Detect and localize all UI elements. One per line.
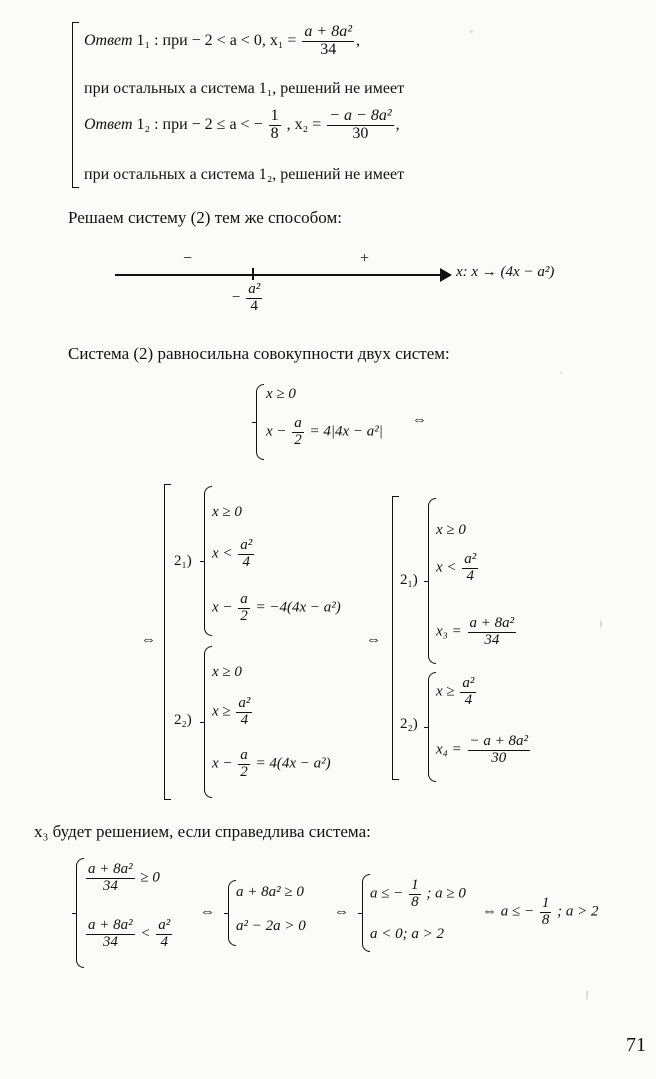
- system-brace: [362, 874, 370, 952]
- equiv-arrow: ⇔: [334, 904, 349, 920]
- fraction: $\frac{1}{8}$: [411, 877, 419, 910]
- system-brace: [204, 486, 212, 636]
- row: x < $\frac{\text{a²}}{4}$: [436, 551, 477, 584]
- fraction: $\frac{\text{a²}}{4}$: [248, 281, 261, 314]
- row: x ≥ $\frac{\text{a²}}{4}$: [436, 675, 475, 708]
- fraction: $\frac{\text{a²}}{4}$: [240, 537, 253, 570]
- answer-label: Ответ: [84, 31, 133, 49]
- right-set-bracket: [392, 496, 399, 780]
- answer-line-2: Ответ 1₂ : при − 2 ≤ a < − $\frac{1}{8}$ , x₂ = $\frac{\text{− a − 8a²}}{30}$ ,: [84, 107, 400, 142]
- left-set-bracket: [164, 484, 171, 800]
- sign-minus: −: [183, 250, 193, 267]
- page-number: 71: [626, 1034, 646, 1056]
- system-label: 2₂): [174, 712, 192, 728]
- number-line: [115, 274, 445, 276]
- solve-text: Решаем систему (2) тем же способом:: [68, 208, 342, 227]
- answer-rest-2: при остальных a система 1₂, решений не имеет: [84, 166, 405, 183]
- equiv-arrow: ⇔: [366, 632, 381, 648]
- scan-speck: [470, 30, 473, 33]
- fraction: $\frac{\text{a²}}{4}$: [462, 675, 475, 708]
- row: x ≥ $\frac{\text{a²}}{4}$: [212, 695, 251, 728]
- fraction: $\frac{\text{a + 8a²}}{34}$: [88, 861, 133, 894]
- fraction: $\frac{\text{a + 8a²}}{34}$: [88, 917, 133, 950]
- row: $\frac{\text{a + 8a²}}{34}$ ≥ 0: [88, 861, 160, 894]
- system-brace: [204, 646, 212, 798]
- fraction: $\frac{1}{8}$: [541, 895, 550, 928]
- equiv-arrow: ⇔: [141, 632, 156, 648]
- system-label: 2₁): [174, 553, 192, 569]
- row: x ≥ 0: [436, 522, 466, 538]
- equiv-text: Система (2) равносильна совокупности двух систем:: [68, 344, 450, 363]
- fraction: $\frac{\text{a + 8a²}}{34}$: [469, 615, 515, 648]
- row: a ≤ − $\frac{1}{8}$ ; a ≥ 0: [370, 877, 466, 910]
- answer-bracket: [72, 22, 79, 188]
- row: a + 8a² ≥ 0: [236, 884, 304, 900]
- row: a² − 2a > 0: [236, 918, 306, 934]
- x3-text: x₃ будет решением, если справедлива система:: [34, 822, 371, 841]
- answer-rest-1: при остальных a система 1₁, решений не имеет: [84, 80, 405, 97]
- fraction: $\frac{\text{a²}}{4}$: [158, 917, 171, 950]
- number-line-tick: [252, 268, 254, 280]
- equiv-arrow: ⇔: [200, 904, 215, 920]
- fraction: $\frac{\text{a + 8a²}}{34}$: [304, 23, 353, 58]
- fraction: $\frac{a}{2}$: [240, 747, 248, 780]
- row: x < $\frac{\text{a²}}{4}$: [212, 537, 253, 570]
- fraction: $\frac{a}{2}$: [294, 415, 302, 448]
- answer-line-1: Ответ 1₁ : при − 2 < a < 0, x₁ = $\frac{\text{a + 8a²}}{34}$ ,: [84, 23, 361, 58]
- row: x₄ = $\frac{\text{− a + 8a²}}{30}$: [436, 733, 528, 766]
- number-line-arrow: [440, 268, 452, 282]
- fraction: $\frac{\text{− a + 8a²}}{30}$: [469, 733, 528, 766]
- system-brace: [76, 858, 84, 968]
- system-label: 2₂): [400, 716, 418, 732]
- fraction: $\frac{a}{2}$: [240, 591, 248, 624]
- final-result: ⇔ a ≤ − $\frac{1}{8}$ ; a > 2: [482, 895, 599, 928]
- scan-speck: [560, 372, 562, 374]
- system-brace: [428, 498, 436, 664]
- system-brace: [228, 880, 236, 946]
- critical-point: − $\frac{\text{a²}}{4}$: [232, 281, 261, 314]
- row: x ≥ 0: [212, 504, 242, 520]
- system-label: 2₁): [400, 572, 418, 588]
- system-brace: [428, 672, 436, 782]
- scan-speck: [600, 620, 602, 628]
- row: x − $\frac{a}{2}$ = 4(4x − a²): [212, 747, 331, 780]
- answer-label: Ответ: [84, 115, 133, 133]
- row: x₃ = $\frac{\text{a + 8a²}}{34}$: [436, 615, 515, 648]
- number-line-label: x: x → (4x − a²): [456, 264, 555, 280]
- equiv-arrow: ⇔: [412, 412, 427, 428]
- fraction: $\frac{\text{− a − 8a²}}{30}$: [329, 107, 392, 142]
- fraction: $\frac{\text{a²}}{4}$: [238, 695, 251, 728]
- row: $\frac{\text{a + 8a²}}{34}$ < $\frac{\text{a²}}{4}$: [88, 917, 171, 950]
- row: a < 0; a > 2: [370, 926, 444, 942]
- row: x ≥ 0: [212, 664, 242, 680]
- scan-speck: [586, 990, 588, 1000]
- row: x − $\frac{a}{2}$ = −4(4x − a²): [212, 591, 341, 624]
- fraction: $\frac{\text{a²}}{4}$: [464, 551, 477, 584]
- fraction: $\frac{1}{8}$: [270, 107, 279, 142]
- sign-plus: +: [360, 250, 370, 267]
- system-brace: [256, 384, 264, 460]
